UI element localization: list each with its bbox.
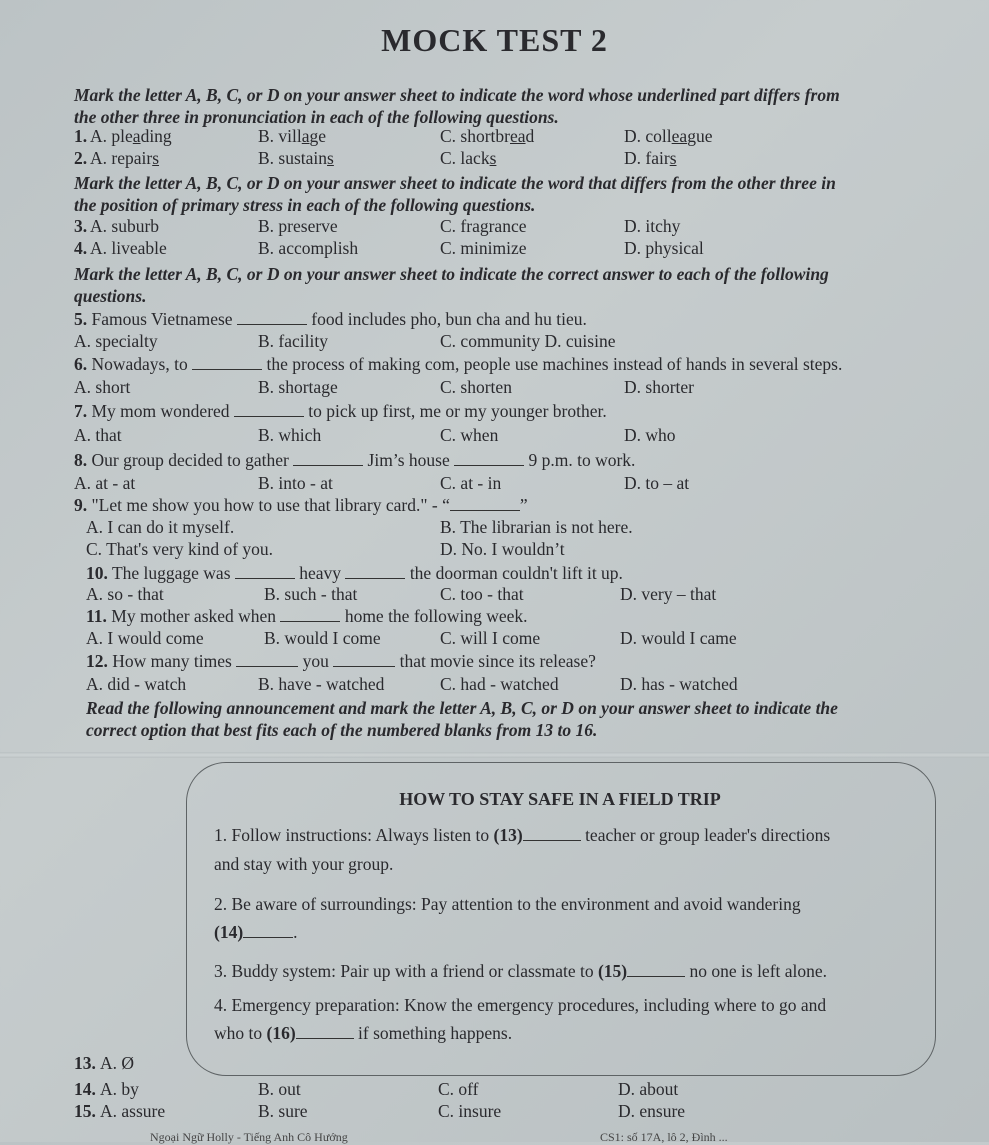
option-d[interactable]: D. itchy (624, 216, 681, 236)
blank-number: (13) (493, 825, 523, 845)
question-5-stem (74, 308, 587, 330)
option-b[interactable]: B. preserve (258, 216, 338, 236)
announcement-point-4: 4. Emergency preparation: Know the emergency procedures, including where to go and (214, 995, 827, 1015)
option-a[interactable]: A. assure (100, 1101, 166, 1121)
option-a[interactable]: A. by (100, 1079, 139, 1099)
announcement-text: teacher or group leader's directions (585, 825, 831, 845)
announcement-point-1 (214, 824, 830, 846)
question-number: 1. (74, 126, 88, 146)
question-text: the process of making com, people use machines instead of hands in several steps. (266, 354, 843, 374)
instruction-line: Read the following announcement and mark the letter A, B, C, or D on your answer sheet to indicate the (86, 698, 838, 718)
option-c[interactable]: C. at - in (440, 473, 502, 493)
option-a[interactable]: A. repairs (90, 148, 160, 168)
announcement-text: no one is left alone. (689, 961, 828, 981)
question-6-stem (74, 353, 842, 375)
option-c[interactable]: C. community D. cuisine (440, 331, 616, 351)
option-d[interactable]: D. physical (624, 238, 704, 258)
question-text: to pick up first, me or my younger brother. (308, 401, 607, 421)
question-text: home the following week. (344, 606, 528, 626)
instruction-line: Mark the letter A, B, C, or D on your answer sheet to indicate the word whose underlined part differs from (74, 85, 840, 105)
question-text: Our group decided to gather (91, 450, 289, 470)
instruction-stress (74, 172, 974, 216)
question-text: 9 p.m. to work. (528, 450, 636, 470)
option-d[interactable]: D. has - watched (620, 674, 738, 694)
option-a[interactable]: A. I would come (86, 628, 204, 648)
answer-blank[interactable] (450, 496, 520, 511)
option-b[interactable]: B. out (258, 1079, 301, 1099)
option-b[interactable]: B. shortage (258, 377, 338, 397)
answer-blank[interactable] (236, 652, 298, 667)
question-3 (74, 215, 974, 237)
option-c[interactable]: C. shorten (440, 377, 512, 397)
question-9-options-row1 (86, 516, 966, 538)
option-d[interactable]: D. very – that (620, 584, 717, 604)
option-c[interactable]: C. insure (438, 1101, 502, 1121)
instruction-line: Mark the letter A, B, C, or D on your answer sheet to indicate the word that differs from the other three in (74, 173, 836, 193)
announcement-text: and stay with your group. (214, 854, 394, 874)
answer-blank[interactable] (237, 310, 307, 325)
option-c[interactable]: C. fragrance (440, 216, 527, 236)
question-2 (74, 147, 974, 169)
option-c[interactable]: C. had - watched (440, 674, 559, 694)
question-number: 14. (74, 1079, 96, 1099)
option-c[interactable]: C. when (440, 425, 499, 445)
option-a[interactable]: A. suburb (90, 216, 160, 236)
question-text: The luggage was (111, 563, 231, 583)
option-a[interactable]: A. so - that (86, 584, 164, 604)
question-9-stem (74, 494, 528, 516)
option-b[interactable]: B. sustains (258, 148, 334, 168)
option-d[interactable]: D. ensure (618, 1101, 686, 1121)
answer-blank[interactable] (454, 451, 524, 466)
option-d[interactable]: D. No. I wouldn’t (440, 539, 565, 559)
announcement-text: who to (214, 1023, 263, 1043)
instruction-line: Mark the letter A, B, C, or D on your answer sheet to indicate the correct answer to each of the following (74, 264, 829, 284)
question-15 (74, 1100, 974, 1122)
announcement-blank-14 (214, 921, 298, 943)
question-text: heavy (299, 563, 342, 583)
option-a[interactable]: A. Ø (100, 1053, 135, 1073)
announcement-text: 1. Follow instructions: Always listen to (214, 825, 490, 845)
announcement-point-3 (214, 960, 827, 982)
option-b[interactable]: B. sure (258, 1101, 308, 1121)
question-text: Nowadays, to (91, 354, 188, 374)
announcement-title: HOW TO STAY SAFE IN A FIELD TRIP (399, 789, 721, 809)
instruction-line: the position of primary stress in each of the following questions. (74, 195, 536, 215)
announcement-blank-16 (214, 1022, 512, 1044)
footer-right: CS1: số 17A, lô 2, Đình ... (600, 1130, 728, 1144)
question-number: 4. (74, 238, 88, 258)
question-4 (74, 237, 974, 259)
option-b[interactable]: B. into - at (258, 473, 333, 493)
option-b[interactable]: B. facility (258, 331, 328, 351)
question-number: 8. (74, 450, 88, 470)
question-text: the doorman couldn't lift it up. (409, 563, 623, 583)
question-number: 10. (86, 563, 108, 583)
answer-blank[interactable] (243, 923, 293, 938)
option-a[interactable]: A. specialty (74, 331, 158, 351)
question-7-stem (74, 400, 607, 422)
option-b[interactable]: B. would I come (264, 628, 381, 648)
blank-number: (15) (597, 961, 628, 981)
instruction-reading (86, 697, 976, 741)
question-number: 5. (74, 309, 88, 329)
announcement-text: . (293, 922, 298, 942)
question-8-options (74, 472, 974, 494)
option-a[interactable]: A. did - watch (86, 674, 187, 694)
question-10-stem (86, 562, 623, 584)
answer-blank[interactable] (293, 451, 363, 466)
question-6-options (74, 376, 974, 398)
answer-blank[interactable] (345, 564, 405, 579)
question-13 (74, 1052, 274, 1074)
option-a[interactable]: A. short (74, 377, 131, 397)
option-c[interactable]: C. minimize (440, 238, 527, 258)
option-a[interactable]: A. pleading (90, 126, 172, 146)
instruction-line: questions. (74, 286, 147, 306)
question-number: 6. (74, 354, 88, 374)
announcement-text: if something happens. (358, 1023, 513, 1043)
question-text: My mother asked when (111, 606, 277, 626)
question-text: My mom wondered (91, 401, 230, 421)
answer-blank[interactable] (280, 607, 340, 622)
option-c[interactable]: C. lacks (440, 148, 497, 168)
question-14 (74, 1078, 974, 1100)
answer-blank[interactable] (523, 826, 581, 841)
instruction-pronunciation (74, 84, 974, 128)
option-b[interactable]: B. which (258, 425, 322, 445)
instruction-line: correct option that best fits each of the numbered blanks from 13 to 16. (86, 720, 598, 740)
option-c[interactable]: C. off (438, 1079, 479, 1099)
option-b[interactable]: B. accomplish (258, 238, 359, 258)
question-text: food includes pho, bun cha and hu tieu. (311, 309, 587, 329)
question-11-stem (86, 605, 528, 627)
paper-fold (0, 752, 989, 758)
option-b[interactable]: B. have - watched (258, 674, 385, 694)
question-text: Famous Vietnamese (91, 309, 233, 329)
option-a[interactable]: A. that (74, 425, 122, 445)
option-a[interactable]: A. I can do it myself. (86, 517, 235, 537)
option-a[interactable]: A. liveable (90, 238, 167, 258)
option-b[interactable]: B. village (258, 126, 327, 146)
instruction-line: the other three in pronunciation in each of the following questions. (74, 107, 559, 127)
blank-number: (14) (214, 922, 244, 942)
answer-blank[interactable] (192, 355, 262, 370)
question-text: How many times (112, 651, 232, 671)
question-12-options (86, 673, 966, 695)
footer-left: Ngoại Ngữ Holly - Tiếng Anh Cô Hướng (150, 1130, 348, 1144)
question-text: that movie since its release? (399, 651, 596, 671)
answer-blank[interactable] (333, 652, 395, 667)
option-c[interactable]: C. shortbread (440, 126, 535, 146)
option-d[interactable]: D. fairs (624, 148, 677, 168)
question-number: 12. (86, 651, 108, 671)
question-number: 13. (74, 1053, 96, 1073)
question-text: you (302, 651, 329, 671)
announcement-text: 3. Buddy system: Pair up with a friend or classmate to (214, 961, 594, 981)
question-8-stem (74, 449, 635, 471)
announcement-point-2: 2. Be aware of surroundings: Pay attention to the environment and avoid wandering (214, 894, 801, 914)
question-11-options (86, 627, 966, 649)
question-text: "Let me show you how to use that library card." - “ (91, 495, 450, 515)
option-a[interactable]: A. at - at (74, 473, 136, 493)
question-number: 15. (74, 1101, 96, 1121)
question-7-options (74, 424, 974, 446)
question-9-options-row2 (86, 538, 966, 560)
question-1 (74, 125, 974, 147)
answer-blank[interactable] (234, 402, 304, 417)
question-number: 11. (86, 606, 107, 626)
answer-blank[interactable] (627, 962, 685, 977)
page-title: MOCK TEST 2 (381, 22, 608, 58)
question-12-stem (86, 650, 596, 672)
answer-blank[interactable] (235, 564, 295, 579)
option-b[interactable]: B. such - that (264, 584, 358, 604)
option-d[interactable]: D. shorter (624, 377, 694, 397)
question-number: 7. (74, 401, 88, 421)
blank-number: (16) (266, 1023, 296, 1043)
option-d[interactable]: D. would I came (620, 628, 737, 648)
question-5-options (74, 330, 974, 352)
question-text: Jim’s house (367, 450, 450, 470)
question-10-options (86, 583, 966, 605)
question-text: ” (519, 495, 528, 515)
option-d[interactable]: D. about (618, 1079, 679, 1099)
option-d[interactable]: D. colleague (624, 126, 713, 146)
question-number: 3. (74, 216, 88, 236)
option-c[interactable]: C. That's very kind of you. (86, 539, 274, 559)
option-c[interactable]: C. will I come (440, 628, 541, 648)
option-d[interactable]: D. who (624, 425, 676, 445)
option-b[interactable]: B. The librarian is not here. (440, 517, 633, 537)
question-number: 9. (74, 495, 88, 515)
instruction-correct-answer (74, 263, 974, 307)
option-c[interactable]: C. too - that (440, 584, 524, 604)
question-number: 2. (74, 148, 88, 168)
option-d[interactable]: D. to – at (624, 473, 690, 493)
answer-blank[interactable] (296, 1024, 354, 1039)
